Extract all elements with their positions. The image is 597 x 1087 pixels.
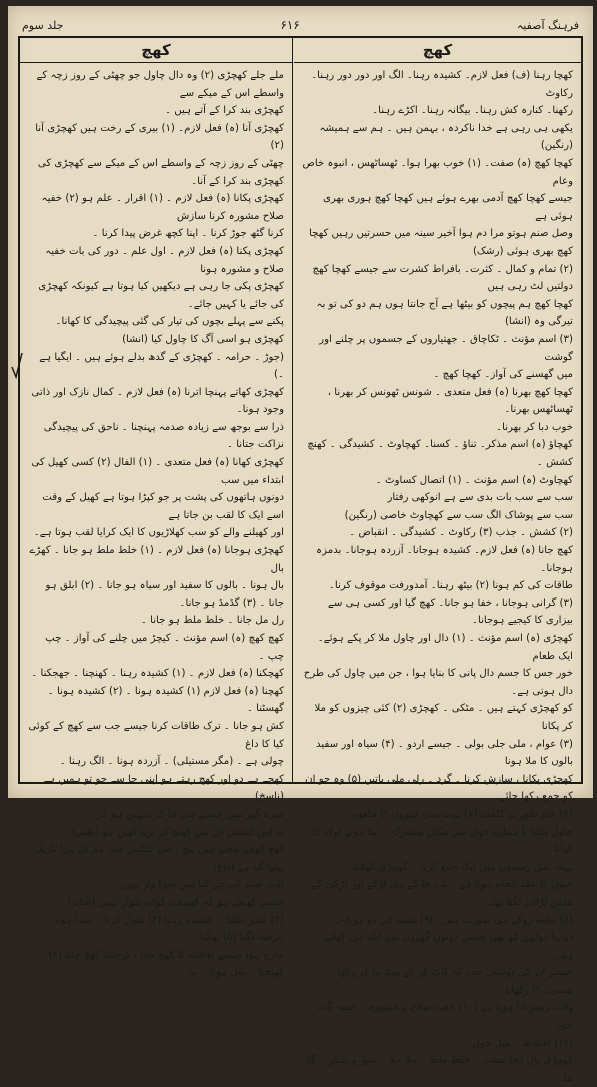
text-line: چاول پکانا یا ہمارے خیال سے مکان مشترکہ ۔ پنا ہوئے اولاد کا کھانا۔ bbox=[311, 826, 573, 856]
text-line: کھچڑی (ہ) اسم مؤنث ۔ (۱) دال اور چاول ملا کر پکے ہوئے۔ ایک طعام bbox=[317, 633, 573, 662]
text-line: جیسے ان کی دوستی جب کہ کاٹ کر کے پیٹ بنا کر رکھا۔ پیسی۔ کا رکھانا bbox=[331, 967, 573, 996]
margin-tick-mark bbox=[10, 351, 24, 381]
text-line: جیسے کھچا کھچ آدمی بھرے ہوئے ہیں کھچا کھچ ہوری بھری ہوئی ہے bbox=[322, 193, 573, 222]
text-line: کھچ کھچے بیچتے ہیں بیچ ، اس کلکش میں ہم ان پیرا تاریک بیٹھا گیا ہے (داغ) bbox=[34, 844, 284, 873]
text-line: (۳) اسم مؤنث ۔ ٹکاچاق ۔ جھتیاروں کے جسموں پر چلنے اور گوشت bbox=[319, 333, 573, 363]
text-line: بال ہونا ۔ بالوں کا سفید اور سیاہ ہو جانا ۔ (۲) ابلق ہو جانا ۔ (۳) گڈمڈ ہو جانا۔ bbox=[45, 580, 284, 609]
text-line: ملے جلے کھچڑی (۲) وہ دال چاول جو چھٹی کے روز زچہ کے واسطے اس کے میکے سے bbox=[36, 70, 284, 99]
text-line: (۸) عامہ روکے ہی صورت ہیں۔ (۹) غصہ کی دو جرعہ۔ bbox=[333, 914, 573, 926]
text-line: جیسے کھنچے ہو کہ کھینچی کوئی تلوار نہیں (صابر) bbox=[67, 896, 284, 908]
text-line: جنوں کا عقد انجام ہوتا ہے ۔ تب جا کے ہی لڑکے اور لڑکی کے مابین لڑائی لگتا تھا۔ bbox=[311, 879, 573, 908]
left-column-body bbox=[20, 63, 292, 982]
right-column bbox=[294, 38, 581, 1084]
right-column-heading: کھچ bbox=[294, 38, 581, 63]
page-header bbox=[22, 14, 579, 36]
text-line: کرنا گٹھ جوڑ کرنا ۔ اپنا کچھ غرض پیدا کرنا ۔ bbox=[92, 228, 284, 240]
text-line: چولی ہے ۔ (مگر مستیلی) ۔ آزردہ ہونا ۔ الگ رہنا ۔ bbox=[59, 756, 284, 768]
text-line: (۲) کشش ۔ جذب (۳) رکاوٹ ۔ کشیدگی ۔ انقباض ۔ bbox=[349, 527, 573, 539]
text-line: یکھی ہی رہی ہے خدا ناکردہ ، بہمن ہیں ۔ ہم سے ہمیشہ (رنگین) bbox=[319, 122, 573, 152]
text-line: ذرا سے بوجھ سے زیادہ صدمہ پہنچنا ۔ ناحق کی پیچیدگی نزاکت جتانا ۔ bbox=[43, 421, 284, 451]
text-line: میرے گھر میں جیسے ہی جا کر تمہیں ہو کر bbox=[97, 808, 284, 820]
text-line: دولہا دولہن کو بھی جیسے دونوں گھروں سے ایک ہی کھاتے ہیں۔ bbox=[324, 932, 573, 961]
text-line: کھچڑی پکی جا رہی ہے دیکھیں کیا ہوتا ہے کیونکہ کھچڑی کی جائے یا کہیں جائے۔ bbox=[38, 281, 284, 310]
text-line: کھچ جانا (ہ) فعل لازم۔ کشیدہ ہوجانا۔ آزردہ ہوجانا۔ بدمزہ ہوجانا۔ bbox=[316, 545, 573, 574]
text-line: کھچڑی ہوجانا (ہ) فعل لازم ۔ (۱) خلط ملط ہو جانا ۔ کھڑے بال bbox=[29, 545, 284, 574]
text-line: کھچڑی پکانا (ہ) فعل لازم ۔ (۱) اقرار ۔ علم ہو (۲) خفیہ صلاح مشورہ کرنا سازش bbox=[41, 193, 284, 222]
text-line: (۶) عام طور پر کلفت (۷) بہت سی چیزوں کا ملغوبہ bbox=[349, 808, 573, 820]
text-line: کھچاوٹ (ہ) اسم مؤنث ۔ (۱) اتصال کساوٹ ۔ bbox=[375, 474, 573, 486]
text-line: (۱۱) اختلاط ۔ میل جول۔ bbox=[466, 1037, 573, 1049]
text-line: لذت ستم کی ہے کیا میں سزا وار نہیں bbox=[119, 879, 284, 891]
text-line: کھچا کھچ بھرنا (ہ) فعل متعدی ۔ شونس ٹھونس کر بھرنا ، ٹھساٹھس بھرنا۔ bbox=[327, 386, 573, 416]
text-line: کھچا کھچ (ہ) صفت۔ (۱) خوب بھرا ہوا۔ ٹھساٹھس ، انبوہ خاص وعام bbox=[302, 157, 573, 187]
text-line: کھچا رہنا (ف) فعل لازم۔ کشیدہ رہنا۔ الگ اور دور دور رہنا۔ رکاوٹ bbox=[311, 70, 573, 99]
text-line: (۳) عوام ، ملی جلی بولی ۔ جیسے اردو ۔ (۴) سیاہ اور سفید بالوں کا ملا ہونا bbox=[316, 738, 573, 768]
text-line: رل مل جانا ۔ خلط ملط ہو جانا ۔ bbox=[140, 615, 284, 627]
text-line: کھچنا (ہ) فعل لازم (۱) کشیدہ ہونا ۔ (۲) کشیدہ ہونا ۔ گھسٹنا ۔ bbox=[47, 685, 284, 715]
text-line: کھچکنا (ہ) فعل لازم ۔ (۱) کشیدہ رہنا ۔ کھنچنا ۔ جھجکنا ۔ bbox=[31, 668, 284, 680]
text-frame bbox=[18, 36, 583, 1084]
text-line: اور کھیلنے والے کو سب کھلاڑیوں کا ایک کرایا لقب ہوتا ہے۔ bbox=[33, 527, 284, 539]
text-line: (۲) تمام و کمال ۔ کثرت۔ بافراط کشرت سے جیسے کھچا کھچ دولتیں لٹ رہی ہیں bbox=[312, 263, 573, 293]
text-line: کھچڑی بند کرا کے آتے ہیں ۔ bbox=[165, 105, 284, 117]
volume-label: جلد سوم bbox=[22, 18, 64, 32]
text-line: وصل صنم ہوتو مرا دم ہوا آخیر سینہ میں حسرتیں رہیں کھچا کھچ بھری ہوئی (رشک) bbox=[309, 228, 573, 257]
text-line: کھچاؤ (ہ) اسم مذکر۔ تناؤ ۔ کسنا۔ کھچاوٹ ۔ کشیدگی ۔ کھنچ کشش ۔ bbox=[307, 439, 573, 469]
text-line: کھچڑی بال (ہ) صفت ۔ خلط ملط ۔ ملا جلا ۔ شیر و شکر ۔ گڈ مڈ bbox=[305, 1055, 573, 1084]
text-line: بہت سی رسموں میں ایک جمع کرنا ۔ کھچڑی کھلانا ۔ bbox=[344, 861, 573, 873]
text-line: میں گھسنے کی آواز۔ کھچا کھچ ۔ bbox=[433, 369, 573, 381]
text-line: کو کھچڑی کہتے ہیں ۔ مٹکی ۔ کھچڑی (۲) کئی چیزوں کو ملا کر پکانا bbox=[314, 703, 573, 732]
text-line: بد اس کشش دل سے کھنچ کر ترے کھیں ہو (ظفر) bbox=[72, 826, 284, 838]
text-line: کش ہو جانا ۔ ترک طاقات کرنا جیسے جب سے کھچ کے کوئی کیا کا داغ bbox=[28, 720, 284, 750]
text-line: دونوں ہاتھوں کی پشت پر جو کپڑا ہوتا ہے کھیل کے وقت اسے ایک کا لقب بن جاتا ہے bbox=[42, 492, 284, 521]
text-line: (جوڑ ۔ حرامہ ۔ کھچڑی کے گدھ بدلے ہوئے ہیں ۔ ایگیا ہے ۔) bbox=[39, 351, 284, 381]
text-line: کھچڑی کھاتے پہنچا اترنا (ہ) فعل لازم ۔ کمال نازک اور ذاتی وجود ہونا۔ bbox=[31, 386, 284, 416]
text-line: سب سے سب بات بدی سے ہے انوکھی رفتار bbox=[387, 492, 573, 504]
text-line: کھچڑی آنا (ہ) فعل لازم۔ (۱) بیری کے رخت ہیں کھچڑی آنا (۲) bbox=[35, 122, 284, 152]
text-line: کھچڑی پکانا ، سازش کرنا ۔ گرد ۔ رلی ملی باتیں (۵) وہ جو ان کو جمع رکھا جائے۔ bbox=[305, 773, 573, 803]
text-line: (۳) گرانی ہوجانا ، خفا ہو جانا۔ کھچ گیا اور کسی ہی سے بیزاری کا کیجیے ہوجانا۔ bbox=[327, 597, 573, 627]
text-line: سب سے پوشاک الگ سب سے کھچاوٹ خاصی (رنگین) bbox=[344, 509, 573, 521]
text-line: کھچا کھچ ہم پیچوں کو بیٹھا ہے آج جانتا ہوں ہم دو کی تو بہ تیرگی وہ (انشا) bbox=[316, 298, 573, 328]
text-line: خور جس کا جسم دال پانی کا بنایا ہوا ، جن میں چاول کی طرح دال ہوتی ہے۔ bbox=[303, 668, 573, 697]
journal-title: فرہنگ آصفیہ bbox=[516, 18, 579, 32]
text-line: کھچڑی کھانا (ہ) فعل متعدی ۔ (۱) الفال (۲) کسی کھیل کی ابتداء میں سب bbox=[31, 457, 284, 486]
text-line: رکھنا۔ کنارہ کش رہنا۔ بیگانہ رہنا۔ اکڑے رہنا۔ bbox=[372, 105, 573, 117]
left-column bbox=[20, 38, 293, 979]
text-line: کھچے ہے دو اور کھچ رہتے ہو اپنی جا سے جو تو ہمیں ہے (ناسخ) bbox=[43, 773, 284, 803]
text-line: کھچ کھچ (ہ) اسم مؤنث ۔ کیچڑ میں چلنے کی آواز ۔ چپ چپ ۔ bbox=[45, 633, 284, 662]
text-line: پکنے سے پہلے بچوں کی تیار کی گئی پیچیدگی کا کھانا۔ کھچڑی ہو اسی آگ کا چاول کیا (انشا) bbox=[55, 316, 284, 345]
text-line: طاقات کی کم ہونا (۲) بیٹھ رہنا۔ آمدورفت موقوف کرنا۔ bbox=[328, 580, 573, 592]
document-page bbox=[8, 6, 593, 1084]
text-line: (۳) عمق نکلنا ۔ کشیدہ رہنا (۴) طول کرنا ۔ مندا ہونا ۔ عرصہ لگنا (۵) بھکنا ۔ bbox=[45, 914, 284, 944]
text-line: چھٹی کے روز زچہ کے واسطے اس کے میکے سے کھچڑی کی کھچڑی بند کرا کے آنا۔ bbox=[37, 157, 284, 187]
page-number: ۶۱۶ bbox=[280, 18, 300, 32]
text-line: کھچڑی پکنا (ہ) فعل لازم ۔ اول علم ۔ دور کی بات خفیہ صلاح و مشورہ ہونا bbox=[45, 245, 284, 275]
text-line: خوب دبا کر بھرنا۔ bbox=[496, 421, 573, 433]
text-line: خارج ہوا جیسے طاقت کا کھچ جانا ، ترجمہ کھچ جانا (۶) کھنچنا ۔ نقل ہونا ۔ بنا bbox=[48, 949, 284, 979]
left-column-heading: کھچ bbox=[20, 38, 292, 63]
right-column-body bbox=[294, 63, 581, 1087]
text-line: وقت رسم ادا ہوتا ہے (۱۰) خفیہ صلاح و مشورہ ۔ خفیہ گٹ جوڑ bbox=[317, 1002, 573, 1032]
